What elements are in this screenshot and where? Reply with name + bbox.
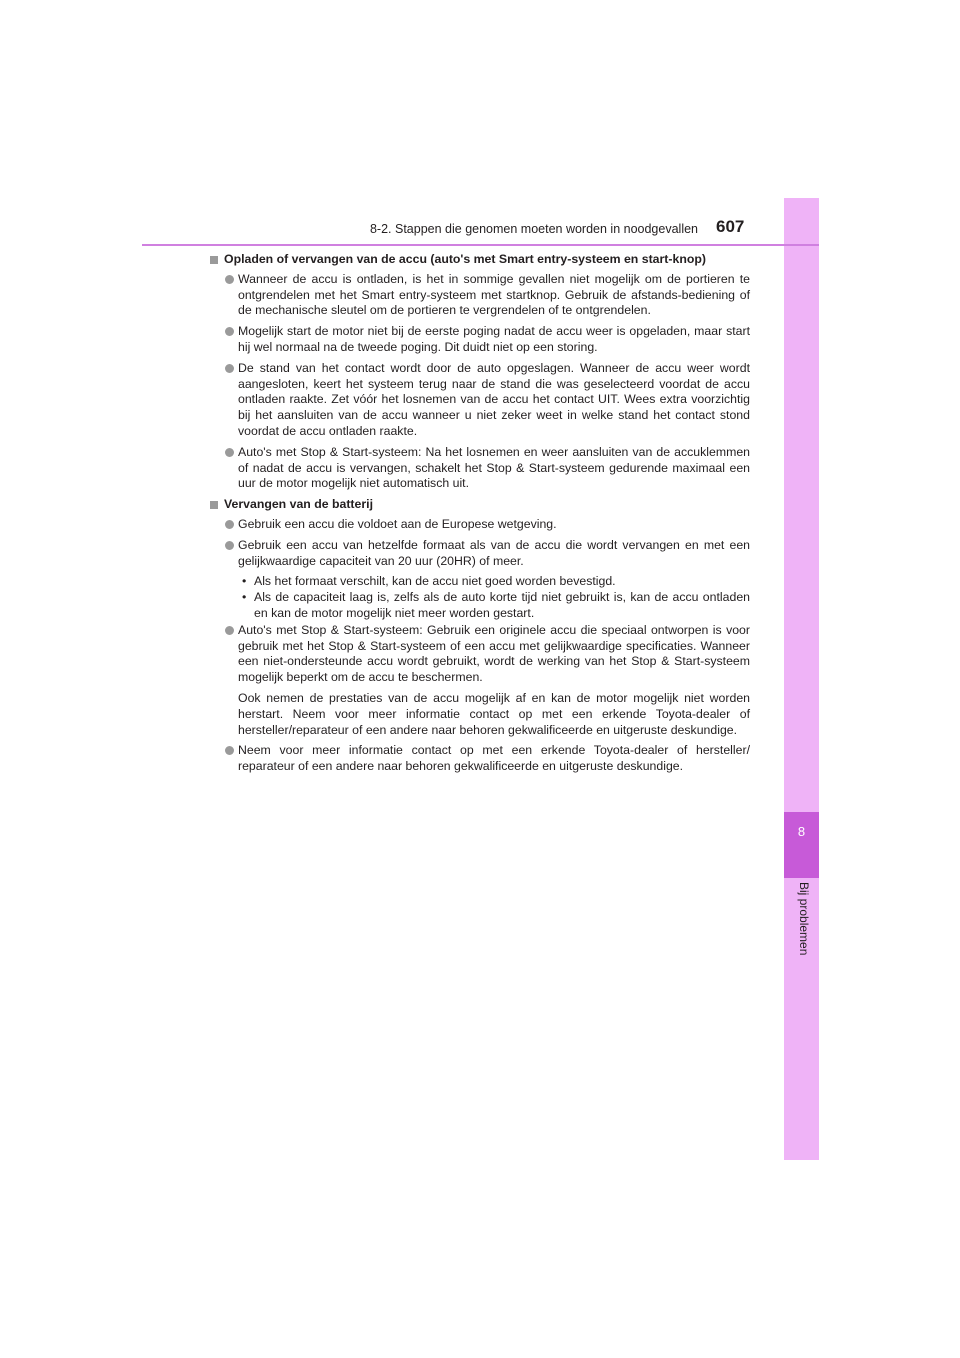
section-heading-text: Vervangen van de batterij <box>224 497 373 512</box>
sub-list-item <box>210 574 750 590</box>
square-bullet-icon <box>210 501 218 509</box>
dot-marker-icon: • <box>242 590 247 605</box>
page-number: 607 <box>716 217 745 236</box>
sub-list-item <box>210 590 750 622</box>
chapter-number-tab <box>784 812 819 878</box>
sub-list-item-text: Als het formaat verschilt, kan de accu niet goed worden bevestigd. <box>254 574 616 589</box>
list-item-text: De stand van het contact wordt door de auto opgeslagen. Wanneer de accu weer wordt aangesloten, keert het systeem terug naar de stand die was geselecteerd voordat de accu ontladen raakte. Zet vóór het losnemen van de accu het contact UIT. Wees extra voorzichtig bij het aansluiten van de accu wanneer u niet zeker weet in welke stand het contact stond voordat de accu ontladen raakte. <box>238 360 750 438</box>
list-item <box>210 743 750 775</box>
circle-bullet-icon <box>225 541 234 550</box>
list-item-text: Auto's met Stop & Start-systeem: Gebruik een originele accu die speciaal ontworpen is voor gebruik met het Stop & Start-systeem of een accu met gelijkwaardige specificaties. Wanneer een niet-ondersteunde accu wordt gebruikt, wordt de werking van het Stop & Start-systeem mogelijk beperkt om de accu te beschermen. <box>238 622 750 685</box>
dot-marker-icon: • <box>242 574 247 589</box>
list-item <box>210 517 750 533</box>
chapter-side-tab <box>784 198 819 1160</box>
sub-list-item-text: Als de capaciteit laag is, zelfs als de auto korte tijd niet gebruikt is, kan de accu ontladen en kan de motor mogelijk niet meer worden gestart. <box>254 590 750 620</box>
list-item <box>210 361 750 440</box>
section-heading <box>210 497 750 513</box>
circle-bullet-icon <box>225 364 234 373</box>
circle-bullet-icon <box>225 520 234 529</box>
circle-bullet-icon <box>225 448 234 457</box>
circle-bullet-icon <box>225 626 234 635</box>
sub-list <box>210 574 750 621</box>
list-item-text: Gebruik een accu van hetzelfde formaat als van de accu die wordt vervangen en met een gelijkwaardige capaciteit van 20 uur (20HR) of meer. <box>238 537 750 568</box>
circle-bullet-icon <box>225 746 234 755</box>
list-item-text: Wanneer de accu is ontladen, is het in sommige gevallen niet mogelijk om de portieren te ontgrendelen met het Smart entry-systeem met startknop. Gebruik de afstands-bediening of de mechanische sleutel om de portieren te vergrendelen of te ontgrendelen. <box>238 271 750 318</box>
list-item-text: Neem voor meer informatie contact op met een erkende Toyota-dealer of hersteller/ reparateur of een andere naar behoren gekwalificeerde en uitgeruste deskundige. <box>238 743 750 774</box>
list-item-note: Ook nemen de prestaties van de accu mogelijk af en kan de motor mogelijk niet worden herstart. Neem voor meer informatie contact op met een erkende Toyota-dealer of hersteller/reparateur of een andere naar behoren gekwalificeerde en uitgeruste deskundige. <box>238 690 750 737</box>
chapter-title: Bij problemen <box>797 882 811 956</box>
circle-bullet-icon <box>225 327 234 336</box>
section-heading-text: Opladen of vervangen van de accu (auto's met Smart entry-systeem en start-knop) <box>224 252 706 266</box>
square-bullet-icon <box>210 256 218 264</box>
list-item <box>210 445 750 492</box>
list-item-text: Auto's met Stop & Start-systeem: Na het losnemen en weer aansluiten van de accuklemmen of nadat de accu is vervangen, schakelt het Stop & Start-systeem gedurende maximaal een uur de motor mogelijk niet automatisch uit. <box>238 444 750 491</box>
chapter-number: 8 <box>797 824 806 839</box>
list-item <box>210 538 750 570</box>
list-item <box>210 272 750 319</box>
list-item <box>210 324 750 356</box>
page-content <box>210 252 750 780</box>
section-heading <box>210 252 750 268</box>
list-item <box>210 623 750 686</box>
list-item-text: Mogelijk start de motor niet bij de eerste poging nadat de accu weer is opgeladen, maar start hij wel normaal na de tweede poging. Dit duidt niet op een storing. <box>238 324 750 354</box>
list-item-text: Gebruik een accu die voldoet aan de Europese wetgeving. <box>238 516 557 531</box>
header-rule <box>142 244 819 246</box>
section-header: 8-2. Stappen die genomen moeten worden in noodgevallen <box>369 222 698 236</box>
circle-bullet-icon <box>225 275 234 284</box>
